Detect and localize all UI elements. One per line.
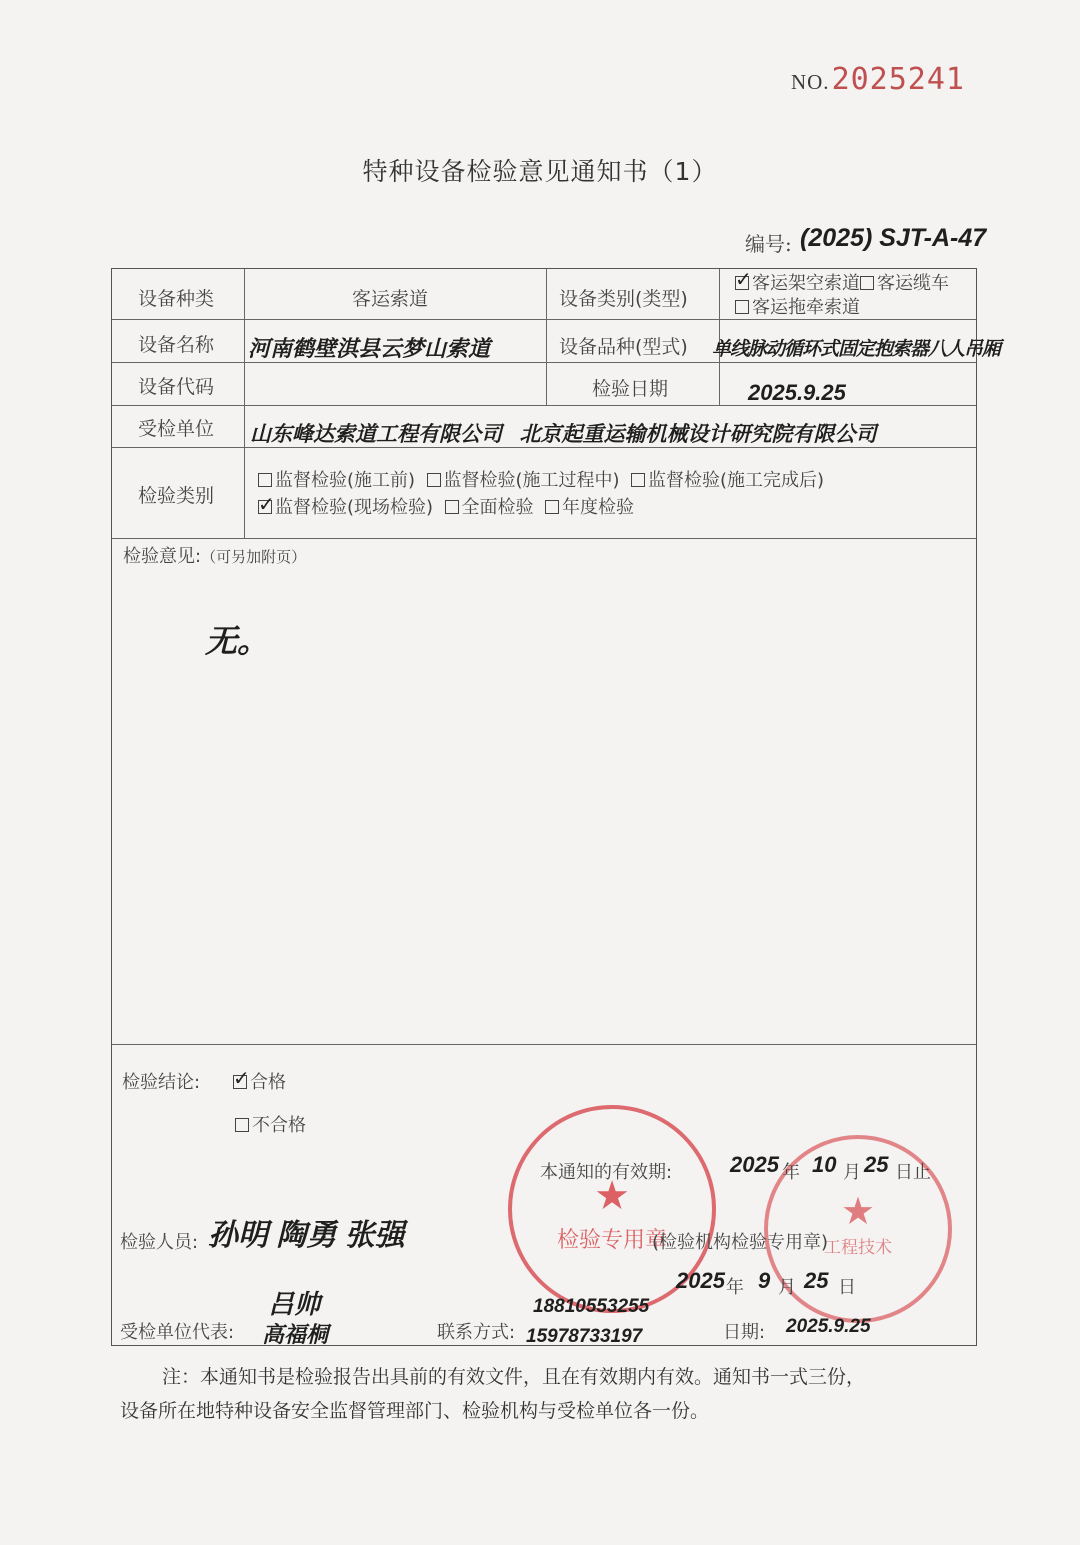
- checkbox-checked: [735, 276, 749, 290]
- name-label: 设备名称: [138, 334, 215, 356]
- sign-month-unit: 月: [778, 1277, 796, 1298]
- sign-month: 9: [758, 1268, 771, 1293]
- sign-day: 25: [804, 1268, 829, 1293]
- type-label: 设备种类: [138, 288, 215, 310]
- company-seal: ★ 工程技术: [764, 1135, 952, 1323]
- inspection-option: 监督检验(施工完成后): [631, 470, 824, 491]
- validity-month: 10: [812, 1152, 837, 1177]
- sign-day-unit: 日: [838, 1277, 856, 1298]
- phone-2: 15978733197: [526, 1326, 643, 1347]
- inspector-label: 检验人员:: [120, 1232, 199, 1253]
- checkbox: [545, 500, 559, 514]
- checkbox: [445, 500, 459, 514]
- name-value: 河南鹤壁淇县云梦山索道: [248, 336, 491, 361]
- checkbox-checked: [233, 1075, 247, 1089]
- page-title: 特种设备检验意见通知书（1）: [362, 157, 718, 186]
- footer-note-line2: 设备所在地特种设备安全监督管理部门、检验机构与受检单位各一份。: [120, 1400, 710, 1422]
- type-value: 客运索道: [352, 288, 429, 310]
- phone-1: 18810553255: [533, 1296, 650, 1317]
- unit-value: 山东峰达索道工程有限公司 北京起重运输机械设计研究院有限公司: [250, 423, 877, 446]
- opinion-label: 检验意见:（可另加附页）: [123, 546, 307, 567]
- inspection-option: 年度检验: [545, 497, 634, 518]
- sign-year: 2025: [676, 1268, 725, 1293]
- inspection-option: ✓监督检验(现场检验): [258, 497, 433, 518]
- checkbox: [258, 473, 272, 487]
- conclusion-label: 检验结论:: [122, 1072, 201, 1093]
- inspection-options: [258, 467, 973, 521]
- inspection-type-label: 检验类别: [138, 485, 215, 507]
- category-option: 客运缆车: [860, 273, 949, 294]
- month-unit: 月: [843, 1162, 861, 1183]
- inspection-seal: ★ 检验专用章: [508, 1105, 716, 1313]
- day-unit: 日止: [895, 1162, 931, 1183]
- rep-name-2: 高福桐: [262, 1322, 329, 1347]
- checkbox: [860, 276, 874, 290]
- no-label: NO.: [790, 70, 830, 94]
- unit-label: 受检单位: [138, 418, 215, 440]
- serial-number: [791, 62, 965, 97]
- opinion-content: 无。: [205, 623, 270, 659]
- category-option: ✓客运架空索道: [735, 273, 860, 294]
- validity-label: 本通知的有效期:: [540, 1162, 673, 1183]
- inspection-option: 监督检验(施工前): [258, 470, 415, 491]
- date-label: 检验日期: [592, 378, 669, 400]
- checkbox: [631, 473, 645, 487]
- doc-code-value: (2025) SJT-A-47: [800, 224, 987, 252]
- col-divider: [244, 269, 245, 538]
- star-icon: ★: [594, 1173, 630, 1219]
- variety-label: 设备品种(型式): [559, 336, 688, 358]
- stamp-note: (检验机构检验专用章): [652, 1232, 829, 1253]
- inspection-option: 全面检验: [445, 497, 534, 518]
- category-option: 客运拖牵索道: [735, 297, 860, 318]
- rep-label: 受检单位代表:: [120, 1322, 235, 1343]
- contact-label: 联系方式:: [437, 1322, 516, 1343]
- row-divider: [112, 538, 976, 539]
- date-sign-label: 日期:: [723, 1322, 766, 1343]
- checkbox: [735, 300, 749, 314]
- date-sign-value: 2025.9.25: [786, 1316, 871, 1337]
- star-icon: ★: [840, 1189, 876, 1233]
- date-value: 2025.9.25: [748, 380, 846, 405]
- row-divider: [112, 1044, 976, 1045]
- col-divider: [546, 269, 547, 405]
- rep-name-1: 吕帅: [268, 1289, 321, 1319]
- category-label: 设备类别(类型): [559, 288, 688, 310]
- validity-day: 25: [864, 1152, 889, 1177]
- opinion-hint: （可另加附页）: [201, 548, 307, 566]
- inspection-option: 监督检验(施工过程中): [427, 470, 620, 491]
- doc-code-label: 编号:: [745, 232, 792, 256]
- validity-year: 2025: [730, 1152, 779, 1177]
- variety-value: 单线脉动循环式固定抱索器八人吊厢: [712, 339, 1001, 360]
- year-unit: 年: [782, 1162, 800, 1183]
- row-divider: [112, 405, 976, 406]
- pass-option: ✓ 合格: [233, 1068, 286, 1094]
- checkbox: [235, 1118, 249, 1132]
- fail-option: 不合格: [235, 1111, 306, 1137]
- checkbox: [427, 473, 441, 487]
- category-options: [735, 272, 975, 320]
- equipment-code-label: 设备代码: [138, 376, 215, 398]
- serial-value: 2025241: [831, 62, 965, 97]
- row-divider: [112, 362, 976, 363]
- inspector-signatures: 孙明 陶勇 张强: [208, 1219, 405, 1252]
- footer-note-line1: 注：本通知书是检验报告出具前的有效文件，且在有效期内有效。通知书一式三份，: [162, 1366, 866, 1388]
- checkbox-checked: [258, 500, 272, 514]
- sign-year-unit: 年: [726, 1277, 744, 1298]
